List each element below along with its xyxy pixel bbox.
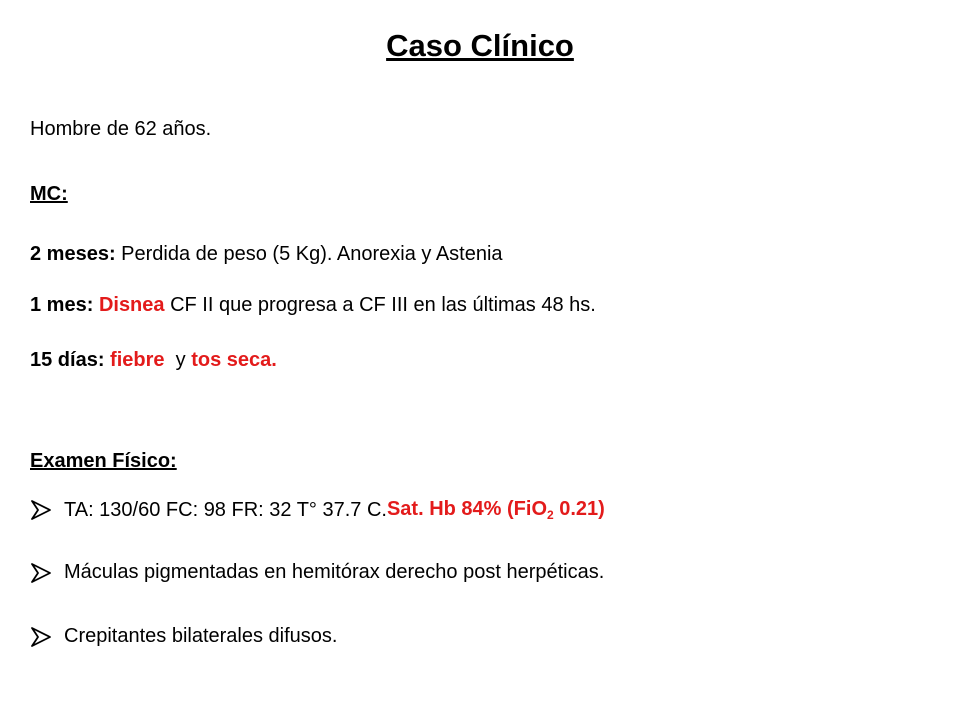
history-highlight: tos seca. (191, 349, 277, 371)
history-item-1 (30, 243, 503, 266)
history-item-3 (30, 349, 277, 372)
mc-heading: MC: (30, 183, 68, 205)
history-text: Perdida de peso (5 Kg). Anorexia y Astenia (115, 243, 503, 265)
intro-text: Hombre de 62 años. (30, 118, 212, 140)
slide-title: Caso Clínico (386, 28, 574, 63)
history-label: 2 meses: (30, 243, 116, 265)
arrowhead-bullet-icon (30, 627, 52, 647)
history-label: 1 mes: (30, 294, 94, 316)
history-text: y (164, 349, 192, 371)
history-highlight: fiebre (110, 349, 165, 371)
exam-heading: Examen Físico: (30, 450, 177, 472)
exam-text: Crepitantes bilaterales difusos. (64, 625, 338, 647)
history-highlight: Disnea (98, 294, 165, 316)
history-item-2 (30, 294, 596, 317)
arrowhead-bullet-icon (30, 500, 52, 520)
exam-item-3 (30, 625, 337, 648)
arrowhead-bullet-icon (30, 563, 52, 583)
exam-text: TA: 130/60 FC: 98 FR: 32 T° 37.7 C. (64, 498, 387, 521)
exam-highlight: Sat. Hb 84% (FiO$_2$ 0.21) (386, 498, 605, 522)
history-label: 15 días: (30, 349, 105, 371)
history-text: CF II que progresa a CF III en las últimas 48 hs. (164, 294, 596, 316)
exam-item-2 (30, 561, 604, 584)
exam-item-1 (30, 498, 605, 522)
exam-text: Máculas pigmentadas en hemitórax derecho post herpéticas. (64, 561, 605, 583)
